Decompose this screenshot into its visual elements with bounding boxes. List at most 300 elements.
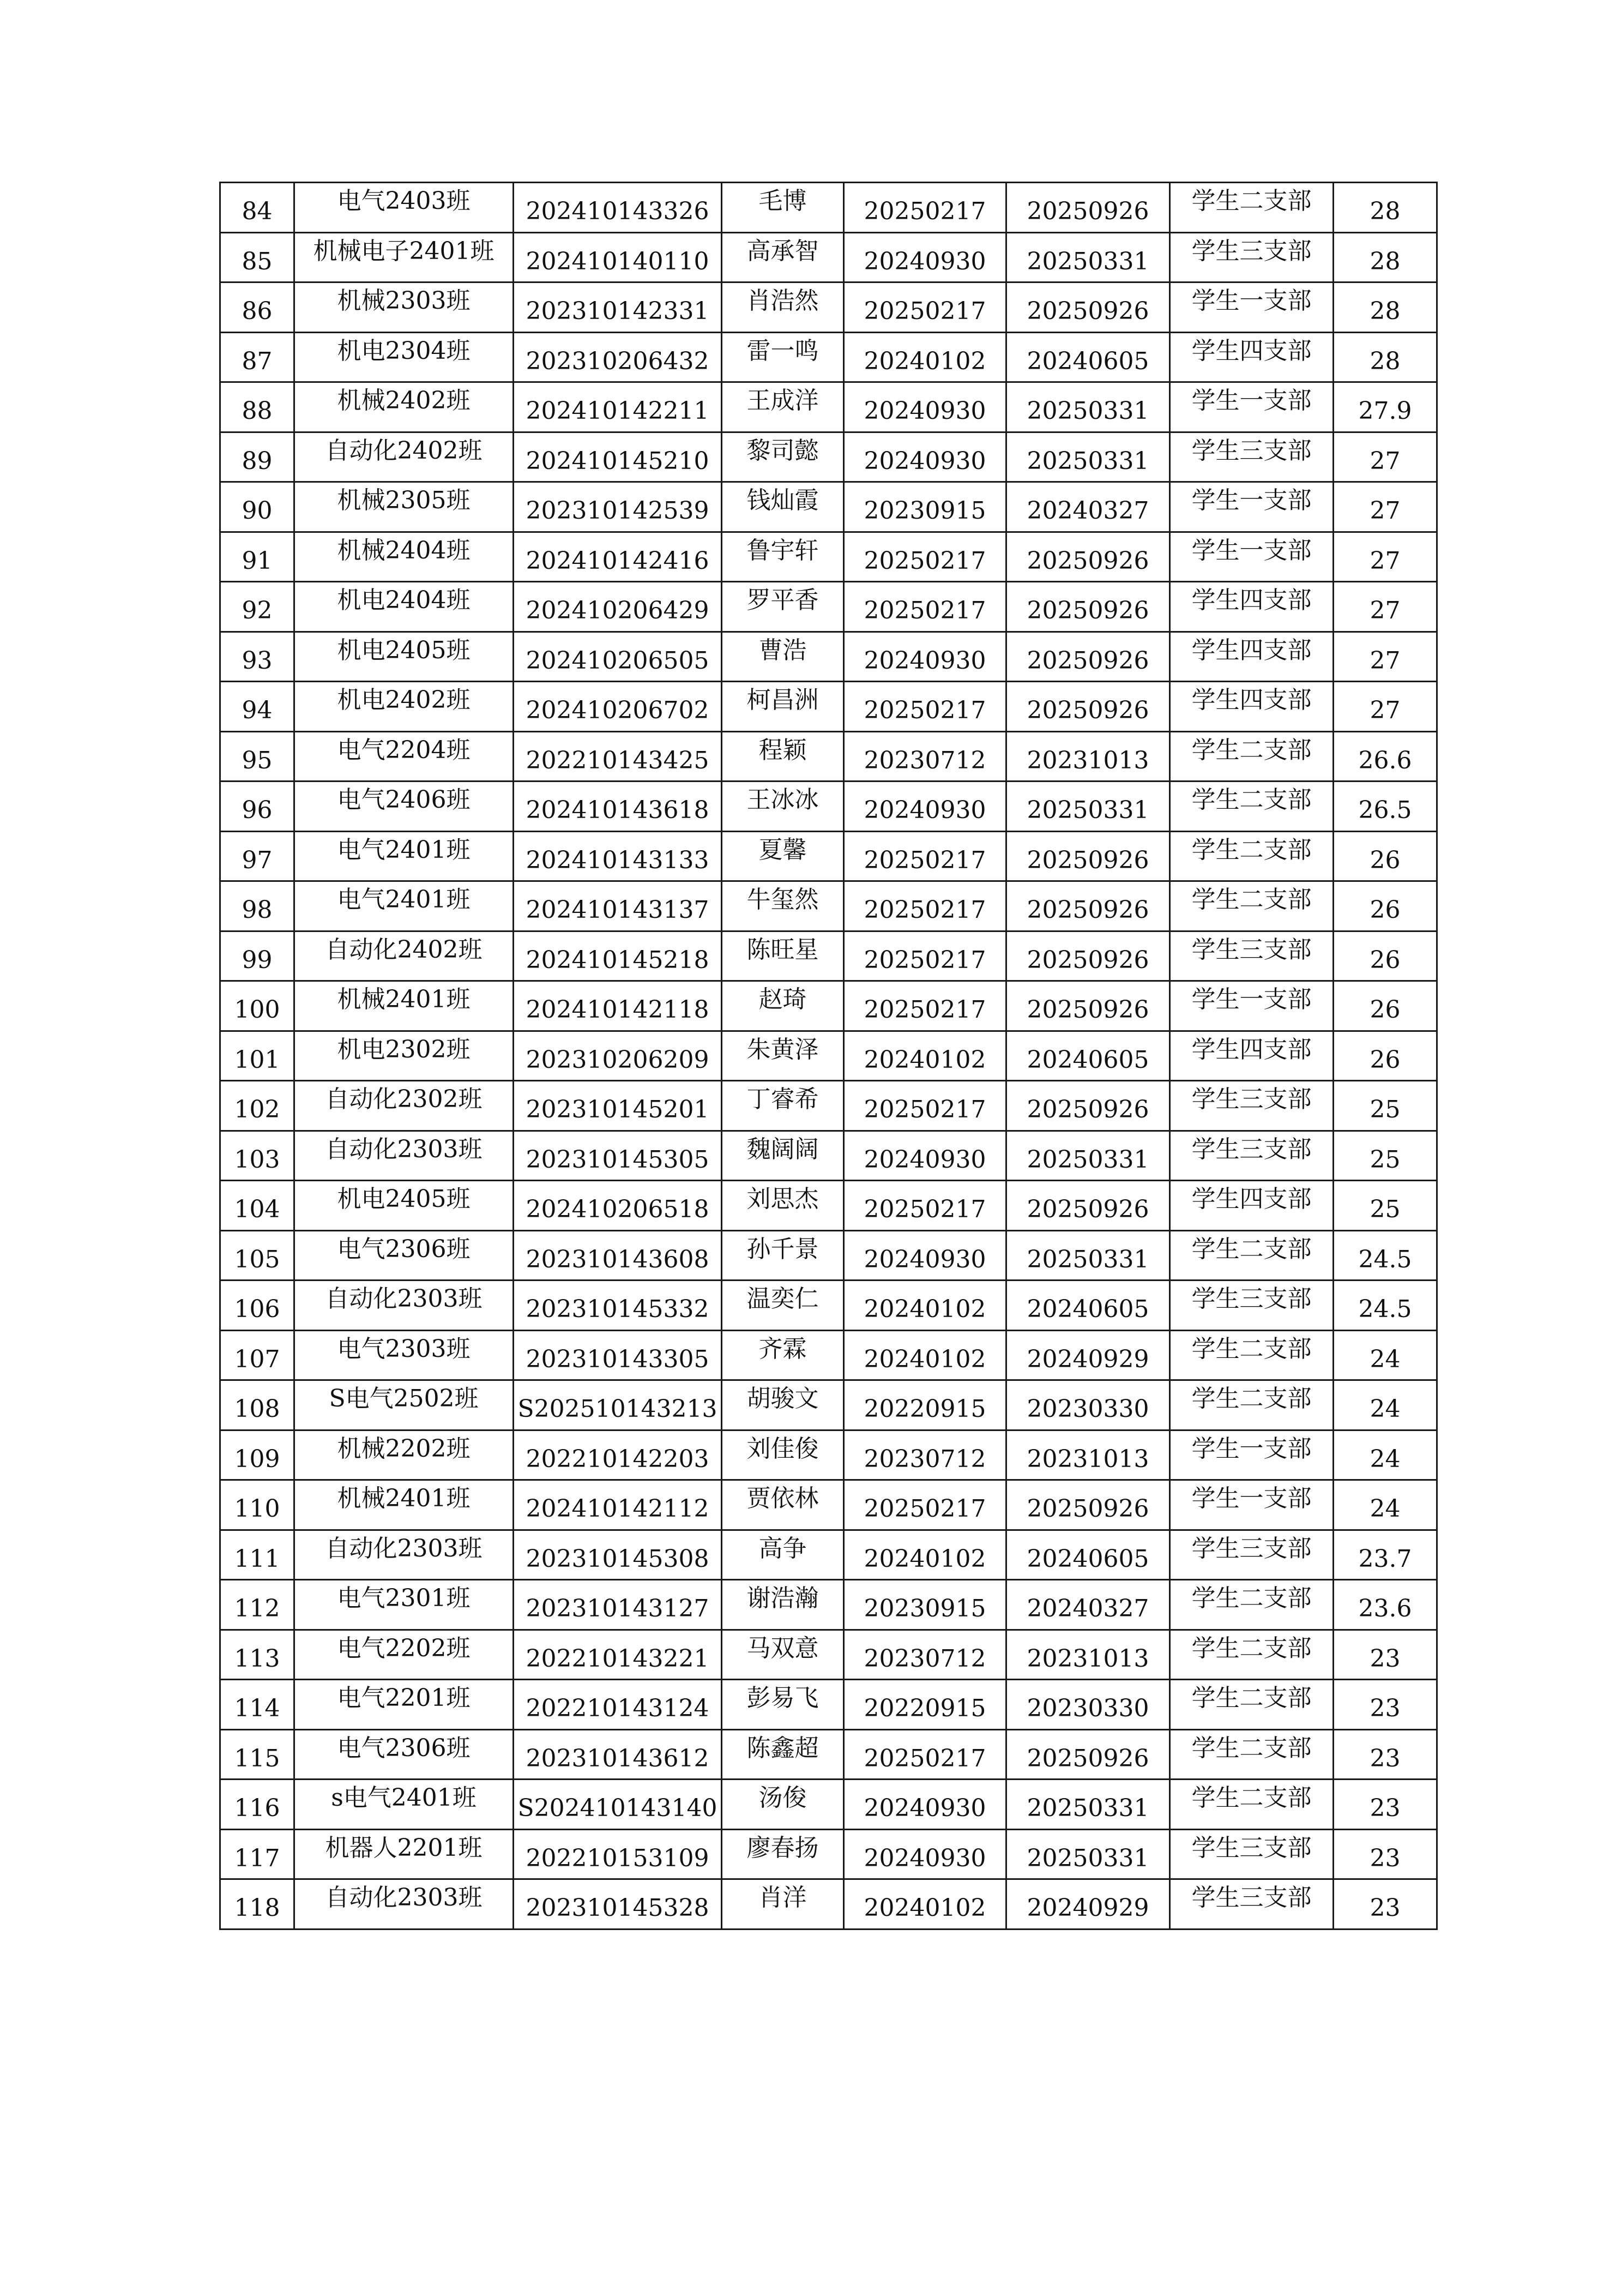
end-date-cell [1006, 1480, 1170, 1530]
score-cell-text: 25 [1370, 1096, 1401, 1124]
class-cell-text: 机电2404班 [337, 586, 471, 615]
student-id-cell-text: 202410145210 [526, 447, 709, 475]
end-date-cell [1006, 283, 1170, 333]
end-date-cell-text: 20250926 [1027, 696, 1149, 725]
student-id-cell [514, 1780, 722, 1830]
party-branch-cell [1170, 1780, 1334, 1830]
start-date-cell [844, 183, 1006, 233]
party-branch-cell-text: 学生二支部 [1191, 1235, 1312, 1263]
start-date-cell-text: 20240102 [864, 1544, 986, 1573]
end-date-cell-text: 20250926 [1027, 597, 1149, 625]
student-id-cell-text: 202310143608 [526, 1245, 709, 1273]
end-date-cell [1006, 1330, 1170, 1380]
table-row [220, 183, 1437, 233]
row-number-cell-text: 106 [234, 1295, 280, 1324]
student-name-cell [722, 1829, 844, 1879]
student-name-cell [722, 831, 844, 881]
end-date-cell [1006, 232, 1170, 283]
class-cell-text: 电气2403班 [337, 187, 471, 215]
class-cell [294, 782, 514, 832]
start-date-cell [844, 981, 1006, 1031]
student-name-cell [722, 1430, 844, 1480]
score-cell-text: 24 [1370, 1345, 1401, 1373]
class-cell-text: 电气2301班 [337, 1584, 471, 1613]
score-cell [1334, 183, 1437, 233]
class-cell [294, 1131, 514, 1181]
student-id-cell-text: 202210143221 [526, 1644, 709, 1673]
score-cell [1334, 1729, 1437, 1780]
student-name-cell [722, 881, 844, 931]
start-date-cell [844, 1031, 1006, 1081]
class-cell-text: 自动化2402班 [325, 436, 483, 465]
student-name-cell [722, 1181, 844, 1231]
student-name-cell-text: 毛博 [758, 187, 807, 215]
row-number-cell [220, 232, 294, 283]
score-cell-text: 26 [1370, 846, 1401, 874]
student-id-cell-text: 202410206518 [526, 1195, 709, 1224]
row-number-cell-text: 111 [234, 1544, 280, 1573]
student-id-cell [514, 782, 722, 832]
table-row [220, 1829, 1437, 1879]
student-name-cell [722, 332, 844, 382]
score-cell [1334, 881, 1437, 931]
score-cell-text: 24 [1370, 1395, 1401, 1423]
score-cell [1334, 931, 1437, 981]
start-date-cell-text: 20250217 [864, 197, 986, 226]
class-cell-text: 机电2405班 [337, 1185, 471, 1213]
class-cell-text: 机器人2201班 [325, 1834, 483, 1862]
start-date-cell-text: 20240102 [864, 1045, 986, 1074]
end-date-cell-text: 20240327 [1027, 1595, 1149, 1623]
end-date-cell-text: 20250926 [1027, 1195, 1149, 1224]
student-id-cell [514, 731, 722, 782]
party-branch-cell [1170, 981, 1334, 1031]
party-branch-cell-text: 学生二支部 [1191, 1335, 1312, 1363]
party-branch-cell [1170, 183, 1334, 233]
start-date-cell [844, 1630, 1006, 1680]
score-cell-text: 26.5 [1358, 796, 1412, 825]
start-date-cell-text: 20240930 [864, 796, 986, 825]
table-row [220, 532, 1437, 582]
end-date-cell-text: 20240605 [1027, 1045, 1149, 1074]
score-cell [1334, 1829, 1437, 1879]
table-row [220, 1380, 1437, 1431]
party-branch-cell [1170, 1131, 1334, 1181]
row-number-cell-text: 96 [242, 796, 273, 825]
class-cell [294, 1230, 514, 1281]
party-branch-cell-text: 学生二支部 [1191, 1385, 1312, 1413]
start-date-cell [844, 283, 1006, 333]
party-branch-cell-text: 学生三支部 [1191, 935, 1312, 964]
student-name-cell-text: 肖洋 [758, 1884, 807, 1912]
row-number-cell [220, 382, 294, 432]
student-id-cell [514, 1281, 722, 1331]
start-date-cell [844, 1181, 1006, 1231]
class-cell [294, 682, 514, 732]
start-date-cell [844, 1230, 1006, 1281]
score-cell-text: 27 [1370, 546, 1401, 575]
student-id-cell [514, 183, 722, 233]
row-number-cell-text: 97 [242, 846, 273, 874]
student-id-cell-text: 202210143124 [526, 1694, 709, 1723]
row-number-cell [220, 731, 294, 782]
student-name-cell [722, 1230, 844, 1281]
party-branch-cell [1170, 1630, 1334, 1680]
score-cell [1334, 782, 1437, 832]
student-id-cell-text: 202410140110 [526, 247, 709, 275]
end-date-cell [1006, 981, 1170, 1031]
class-cell-text: 自动化2402班 [325, 935, 483, 964]
end-date-cell-text: 20250926 [1027, 896, 1149, 924]
row-number-cell [220, 582, 294, 632]
class-cell [294, 731, 514, 782]
end-date-cell [1006, 1031, 1170, 1081]
class-cell-text: 机械2404班 [337, 536, 471, 564]
student-id-cell [514, 881, 722, 931]
class-cell [294, 831, 514, 881]
start-date-cell-text: 20250217 [864, 846, 986, 874]
table-row [220, 632, 1437, 682]
score-cell-text: 28 [1370, 297, 1401, 326]
start-date-cell [844, 1430, 1006, 1480]
student-name-cell-text: 刘思杰 [746, 1185, 819, 1213]
table-row [220, 1131, 1437, 1181]
end-date-cell-text: 20250926 [1027, 646, 1149, 675]
start-date-cell [844, 1480, 1006, 1530]
row-number-cell [220, 881, 294, 931]
class-cell [294, 1480, 514, 1530]
party-branch-cell-text: 学生一支部 [1191, 287, 1312, 315]
student-id-cell-text: 202310143305 [526, 1345, 709, 1373]
student-id-cell [514, 1181, 722, 1231]
party-branch-cell-text: 学生四支部 [1191, 686, 1312, 714]
student-id-cell [514, 1330, 722, 1380]
start-date-cell-text: 20250217 [864, 1096, 986, 1124]
start-date-cell [844, 532, 1006, 582]
party-branch-cell-text: 学生三支部 [1191, 1534, 1312, 1562]
party-branch-cell [1170, 1729, 1334, 1780]
class-cell [294, 1281, 514, 1331]
end-date-cell [1006, 532, 1170, 582]
end-date-cell [1006, 432, 1170, 482]
score-cell-text: 24.5 [1358, 1295, 1412, 1324]
start-date-cell [844, 1330, 1006, 1380]
student-id-cell-text: 202410142211 [526, 397, 709, 425]
table-row [220, 1480, 1437, 1530]
score-cell-text: 27 [1370, 447, 1401, 475]
row-number-cell [220, 532, 294, 582]
end-date-cell-text: 20250926 [1027, 846, 1149, 874]
start-date-cell-text: 20240930 [864, 447, 986, 475]
student-id-cell-text: 202410142416 [526, 546, 709, 575]
party-branch-cell [1170, 232, 1334, 283]
start-date-cell [844, 1729, 1006, 1780]
table-row [220, 432, 1437, 482]
score-cell [1334, 1131, 1437, 1181]
end-date-cell [1006, 1181, 1170, 1231]
student-name-cell-text: 赵琦 [758, 985, 807, 1014]
score-cell [1334, 1580, 1437, 1630]
party-branch-cell-text: 学生四支部 [1191, 1185, 1312, 1213]
student-id-cell [514, 831, 722, 881]
class-cell-text: 机械2401班 [337, 1484, 471, 1513]
start-date-cell-text: 20240930 [864, 397, 986, 425]
party-branch-cell [1170, 1281, 1334, 1331]
party-branch-cell [1170, 1480, 1334, 1530]
score-cell [1334, 432, 1437, 482]
start-date-cell-text: 20250217 [864, 696, 986, 725]
student-id-cell [514, 582, 722, 632]
end-date-cell [1006, 1380, 1170, 1431]
class-cell [294, 1680, 514, 1730]
party-branch-cell [1170, 332, 1334, 382]
score-cell [1334, 283, 1437, 333]
student-id-cell-text: 202410143618 [526, 796, 709, 825]
score-cell [1334, 632, 1437, 682]
party-branch-cell-text: 学生二支部 [1191, 1734, 1312, 1762]
end-date-cell [1006, 1630, 1170, 1680]
class-cell [294, 1330, 514, 1380]
roster-body [220, 183, 1437, 1930]
student-name-cell [722, 283, 844, 333]
class-cell-text: 自动化2303班 [325, 1534, 483, 1562]
student-id-cell-text: 202410206429 [526, 597, 709, 625]
score-cell-text: 23 [1370, 1894, 1401, 1922]
table-row [220, 1879, 1437, 1930]
student-id-cell [514, 682, 722, 732]
class-cell [294, 432, 514, 482]
party-branch-cell-text: 学生二支部 [1191, 886, 1312, 914]
student-name-cell [722, 532, 844, 582]
table-row [220, 1680, 1437, 1730]
score-cell-text: 28 [1370, 247, 1401, 275]
party-branch-cell [1170, 1430, 1334, 1480]
party-branch-cell [1170, 682, 1334, 732]
score-cell [1334, 1680, 1437, 1730]
score-cell [1334, 382, 1437, 432]
class-cell-text: 自动化2303班 [325, 1884, 483, 1912]
score-cell [1334, 1630, 1437, 1680]
party-branch-cell [1170, 582, 1334, 632]
end-date-cell [1006, 1829, 1170, 1879]
party-branch-cell [1170, 1081, 1334, 1131]
score-cell-text: 27 [1370, 646, 1401, 675]
class-cell [294, 532, 514, 582]
start-date-cell-text: 20240102 [864, 1295, 986, 1324]
party-branch-cell [1170, 1031, 1334, 1081]
start-date-cell-text: 20250217 [864, 1744, 986, 1772]
student-id-cell-text: 202410143326 [526, 197, 709, 226]
start-date-cell-text: 20230712 [864, 1644, 986, 1673]
start-date-cell-text: 20240930 [864, 646, 986, 675]
score-cell [1334, 831, 1437, 881]
row-number-cell [220, 332, 294, 382]
party-branch-cell [1170, 1680, 1334, 1730]
class-cell-text: 机械2401班 [337, 985, 471, 1014]
row-number-cell-text: 101 [234, 1045, 280, 1074]
student-name-cell-text: 谢浩瀚 [746, 1584, 819, 1613]
row-number-cell-text: 116 [234, 1794, 280, 1823]
row-number-cell-text: 86 [242, 297, 273, 326]
student-id-cell [514, 232, 722, 283]
start-date-cell [844, 1580, 1006, 1630]
start-date-cell [844, 1879, 1006, 1930]
party-branch-cell [1170, 1829, 1334, 1879]
student-name-cell [722, 482, 844, 532]
score-cell-text: 27 [1370, 696, 1401, 725]
row-number-cell-text: 95 [242, 746, 273, 774]
end-date-cell [1006, 632, 1170, 682]
class-cell [294, 931, 514, 981]
class-cell-text: 机械2303班 [337, 287, 471, 315]
roster-table [219, 182, 1438, 1930]
student-id-cell [514, 1680, 722, 1730]
party-branch-cell-text: 学生三支部 [1191, 436, 1312, 465]
student-name-cell [722, 432, 844, 482]
score-cell [1334, 682, 1437, 732]
row-number-cell [220, 1729, 294, 1780]
row-number-cell [220, 1081, 294, 1131]
score-cell [1334, 731, 1437, 782]
score-cell [1334, 1879, 1437, 1930]
start-date-cell [844, 731, 1006, 782]
student-name-cell [722, 1580, 844, 1630]
student-id-cell-text: 202410206505 [526, 646, 709, 675]
table-row [220, 482, 1437, 532]
start-date-cell [844, 682, 1006, 732]
student-id-cell [514, 1530, 722, 1580]
class-cell [294, 632, 514, 682]
class-cell [294, 881, 514, 931]
start-date-cell-text: 20250217 [864, 1195, 986, 1224]
start-date-cell-text: 20230915 [864, 497, 986, 525]
end-date-cell [1006, 332, 1170, 382]
score-cell [1334, 332, 1437, 382]
row-number-cell-text: 99 [242, 946, 273, 974]
start-date-cell-text: 20240102 [864, 347, 986, 375]
class-cell-text: 电气2401班 [337, 836, 471, 864]
end-date-cell [1006, 1081, 1170, 1131]
start-date-cell [844, 482, 1006, 532]
party-branch-cell [1170, 782, 1334, 832]
student-name-cell [722, 1480, 844, 1530]
party-branch-cell-text: 学生二支部 [1191, 1584, 1312, 1613]
student-id-cell [514, 632, 722, 682]
score-cell-text: 28 [1370, 197, 1401, 226]
class-cell [294, 1580, 514, 1630]
student-id-cell [514, 532, 722, 582]
party-branch-cell [1170, 432, 1334, 482]
end-date-cell-text: 20240605 [1027, 1544, 1149, 1573]
score-cell-text: 28 [1370, 347, 1401, 375]
class-cell [294, 183, 514, 233]
class-cell-text: 机电2405班 [337, 636, 471, 664]
score-cell-text: 26 [1370, 1045, 1401, 1074]
student-id-cell-text: 202310142539 [526, 497, 709, 525]
end-date-cell-text: 20250331 [1027, 1145, 1149, 1174]
end-date-cell [1006, 1729, 1170, 1780]
end-date-cell [1006, 682, 1170, 732]
row-number-cell [220, 432, 294, 482]
table-row [220, 831, 1437, 881]
student-name-cell-text: 曹浩 [758, 636, 807, 664]
end-date-cell-text: 20250926 [1027, 297, 1149, 326]
end-date-cell [1006, 183, 1170, 233]
table-row [220, 332, 1437, 382]
score-cell-text: 23.7 [1358, 1544, 1412, 1573]
row-number-cell-text: 93 [242, 646, 273, 675]
start-date-cell [844, 1780, 1006, 1830]
party-branch-cell [1170, 382, 1334, 432]
row-number-cell-text: 118 [234, 1894, 280, 1922]
row-number-cell [220, 1879, 294, 1930]
start-date-cell [844, 1380, 1006, 1431]
start-date-cell [844, 1530, 1006, 1580]
table-row [220, 382, 1437, 432]
end-date-cell-text: 20250331 [1027, 247, 1149, 275]
end-date-cell-text: 20250331 [1027, 1844, 1149, 1872]
row-number-cell-text: 110 [234, 1495, 280, 1523]
start-date-cell-text: 20250217 [864, 297, 986, 326]
party-branch-cell-text: 学生二支部 [1191, 1684, 1312, 1712]
student-id-cell [514, 1430, 722, 1480]
row-number-cell-text: 90 [242, 497, 273, 525]
student-id-cell [514, 1081, 722, 1131]
student-id-cell-text: 202310145305 [526, 1145, 709, 1174]
start-date-cell [844, 1131, 1006, 1181]
end-date-cell-text: 20250926 [1027, 946, 1149, 974]
class-cell [294, 981, 514, 1031]
party-branch-cell-text: 学生三支部 [1191, 1085, 1312, 1114]
end-date-cell-text: 20240605 [1027, 347, 1149, 375]
score-cell [1334, 1081, 1437, 1131]
student-id-cell [514, 931, 722, 981]
start-date-cell [844, 782, 1006, 832]
student-name-cell-text: 高争 [758, 1534, 807, 1562]
student-name-cell-text: 刘佳俊 [746, 1434, 819, 1463]
party-branch-cell [1170, 532, 1334, 582]
row-number-cell [220, 1031, 294, 1081]
row-number-cell [220, 1630, 294, 1680]
row-number-cell [220, 1230, 294, 1281]
student-id-cell-text: 202310143127 [526, 1595, 709, 1623]
student-id-cell-text: S202510143213 [517, 1395, 717, 1423]
student-id-cell-text: 202310206432 [526, 347, 709, 375]
start-date-cell-text: 20240930 [864, 1145, 986, 1174]
score-cell-text: 24.5 [1358, 1245, 1412, 1273]
start-date-cell [844, 1281, 1006, 1331]
start-date-cell-text: 20240930 [864, 1844, 986, 1872]
row-number-cell-text: 114 [234, 1694, 280, 1723]
row-number-cell-text: 87 [242, 347, 273, 375]
student-name-cell-text: 王冰冰 [746, 786, 819, 814]
student-id-cell-text: 202410143137 [526, 896, 709, 924]
score-cell [1334, 482, 1437, 532]
end-date-cell [1006, 1879, 1170, 1930]
score-cell-text: 26 [1370, 896, 1401, 924]
row-number-cell-text: 102 [234, 1096, 280, 1124]
end-date-cell [1006, 731, 1170, 782]
end-date-cell-text: 20240605 [1027, 1295, 1149, 1324]
end-date-cell-text: 20231013 [1027, 1445, 1149, 1473]
class-cell-text: 机械2402班 [337, 387, 471, 415]
row-number-cell [220, 1430, 294, 1480]
student-name-cell [722, 1081, 844, 1131]
start-date-cell [844, 582, 1006, 632]
student-id-cell [514, 1031, 722, 1081]
score-cell [1334, 1181, 1437, 1231]
score-cell-text: 25 [1370, 1195, 1401, 1224]
